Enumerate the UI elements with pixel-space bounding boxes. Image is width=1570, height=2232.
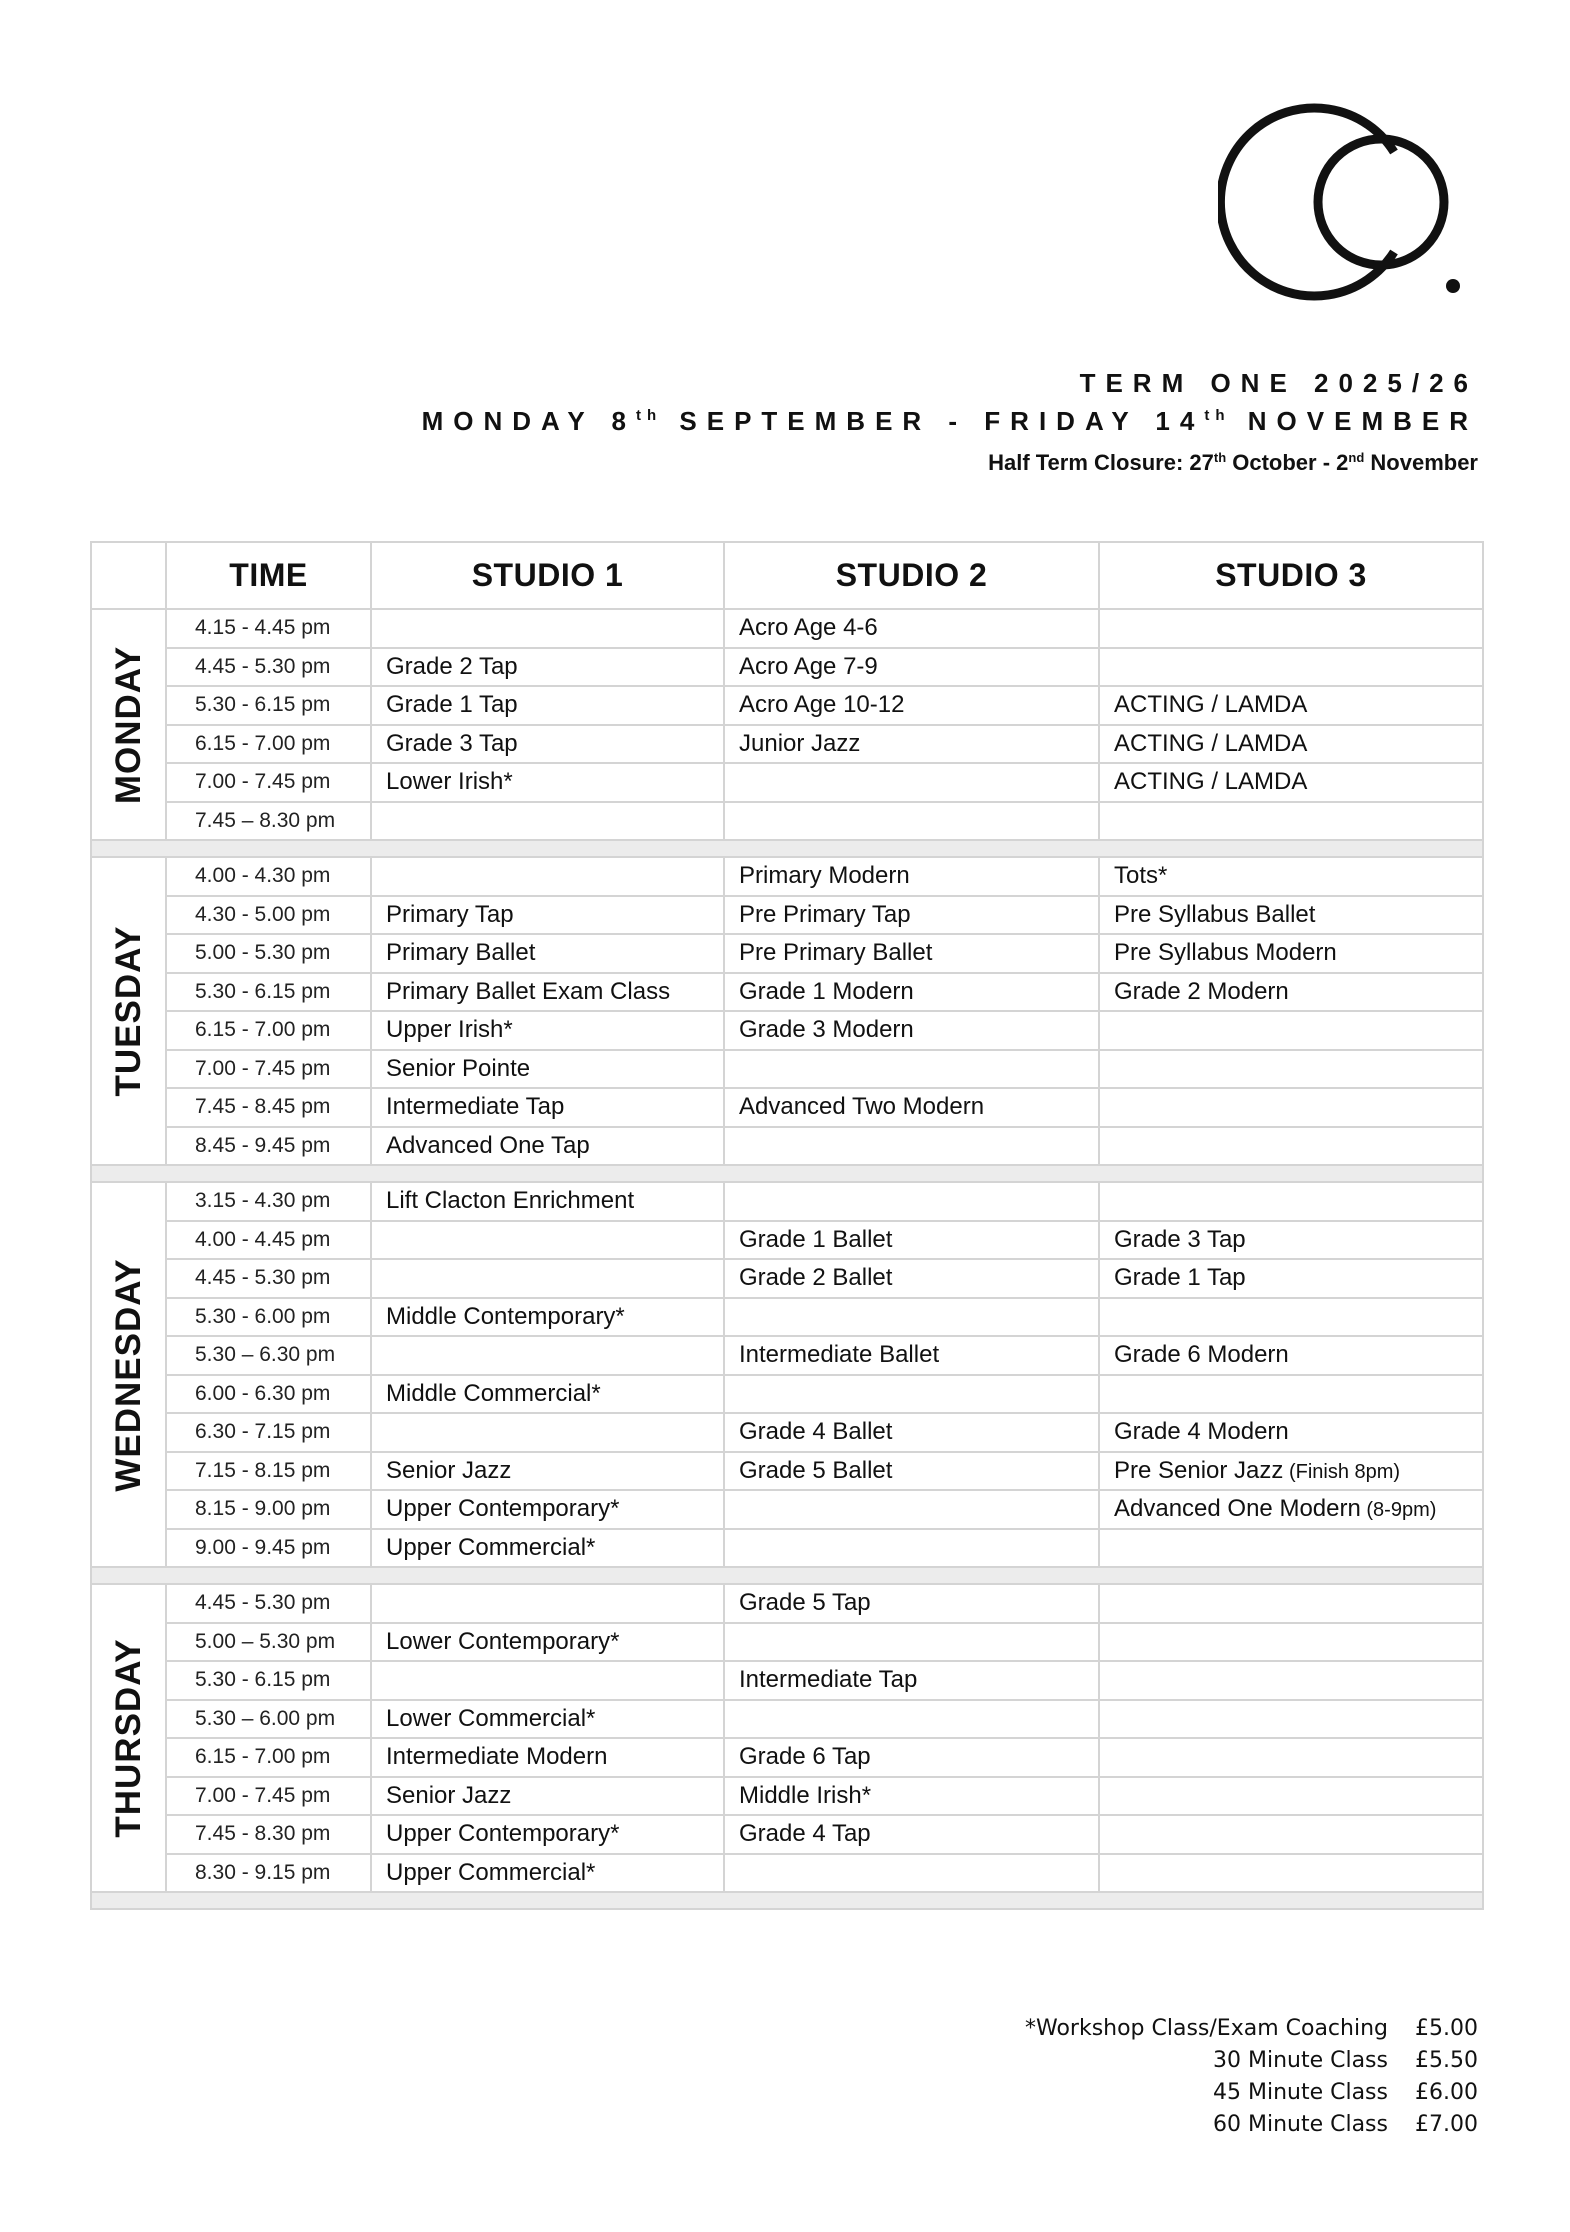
studio-1-class — [371, 973, 724, 1012]
studio-2-class — [724, 973, 1099, 1012]
class-name: Pre Senior Jazz — [1114, 1456, 1284, 1484]
class-name: ACTING / LAMDA — [1114, 729, 1308, 757]
class-name: Pre Syllabus Modern — [1114, 939, 1337, 967]
studio-2-class — [724, 1777, 1099, 1816]
class-name: Grade 1 Tap — [1114, 1264, 1246, 1292]
studio-2-class — [724, 1011, 1099, 1050]
studio-3-class — [1099, 1298, 1483, 1337]
separator-cell — [91, 1892, 1483, 1909]
studio-1-class — [371, 1584, 724, 1623]
studio-3-class — [1099, 1221, 1483, 1260]
studio-2-class — [724, 1700, 1099, 1739]
time-cell: 5.30 - 6.00 pm — [166, 1298, 371, 1337]
time-cell: 4.45 - 5.30 pm — [166, 1259, 371, 1298]
schedule-row — [91, 934, 1483, 973]
price-amount: £5.50 — [1415, 2048, 1478, 2073]
schedule-row — [91, 1375, 1483, 1414]
class-name: Grade 1 Ballet — [739, 1225, 893, 1253]
studio-3-class — [1099, 1700, 1483, 1739]
day-cell — [91, 609, 166, 840]
time-cell: 7.00 - 7.45 pm — [166, 1777, 371, 1816]
time-cell: 7.45 – 8.30 pm — [166, 802, 371, 841]
schedule-row — [91, 973, 1483, 1012]
class-name: Upper Commercial* — [386, 1533, 596, 1561]
timetable — [90, 541, 1484, 1910]
class-name: Tots* — [1114, 862, 1168, 890]
day-separator — [91, 840, 1483, 857]
day-label: WEDNESDAY — [108, 1257, 148, 1492]
studio-3-class — [1099, 1011, 1483, 1050]
time-cell: 5.30 - 6.15 pm — [166, 686, 371, 725]
class-name: Grade 3 Tap — [386, 729, 518, 757]
day-cell — [91, 857, 166, 1165]
studio-1-class — [371, 934, 724, 973]
studio-1-class — [371, 1700, 724, 1739]
studio-3-class — [1099, 1623, 1483, 1662]
time-cell: 5.30 – 6.00 pm — [166, 1700, 371, 1739]
studio-2-class — [724, 1584, 1099, 1623]
studio-3-class — [1099, 1584, 1483, 1623]
studio-1-class — [371, 725, 724, 764]
studio-1-class — [371, 1661, 724, 1700]
studio-2-class — [724, 896, 1099, 935]
studio-3-class — [1099, 802, 1483, 841]
time-cell: 5.30 - 6.15 pm — [166, 973, 371, 1012]
studio-3-class — [1099, 725, 1483, 764]
studio-3-class — [1099, 763, 1483, 802]
time-cell: 6.15 - 7.00 pm — [166, 1738, 371, 1777]
time-cell: 5.00 - 5.30 pm — [166, 934, 371, 973]
studio-1-class — [371, 1529, 724, 1568]
studio-1-class — [371, 648, 724, 687]
studio-1-class — [371, 1088, 724, 1127]
studio-1-class — [371, 763, 724, 802]
class-name: Grade 1 Modern — [739, 977, 914, 1005]
studio-3-class — [1099, 686, 1483, 725]
header-day — [91, 542, 166, 609]
class-name: Primary Ballet Exam Class — [386, 977, 671, 1005]
time-cell: 9.00 - 9.45 pm — [166, 1529, 371, 1568]
term-dates: MONDAY 8th SEPTEMBER - FRIDAY 14th NOVEMBER — [421, 406, 1478, 436]
studio-3-class — [1099, 1336, 1483, 1375]
schedule-row — [91, 896, 1483, 935]
price-row — [1025, 2109, 1478, 2141]
class-name: Advanced Two Modern — [739, 1093, 985, 1121]
studio-3-class — [1099, 1088, 1483, 1127]
class-name: Upper Irish* — [386, 1016, 513, 1044]
class-note: (Finish 8pm) — [1283, 1460, 1401, 1483]
time-cell: 8.45 - 9.45 pm — [166, 1127, 371, 1166]
half-term-closure: Half Term Closure: 27th October - 2nd November — [988, 450, 1478, 475]
studio-3-class — [1099, 1661, 1483, 1700]
time-cell: 5.30 – 6.30 pm — [166, 1336, 371, 1375]
timetable-header-row — [91, 542, 1483, 609]
schedule-row — [91, 857, 1483, 896]
schedule-row — [91, 1127, 1483, 1166]
price-label: 45 Minute Class — [1212, 2080, 1388, 2105]
studio-2-class — [724, 1490, 1099, 1529]
class-name: Lower Commercial* — [386, 1704, 596, 1732]
studio-2-class — [724, 1050, 1099, 1089]
class-name: Acro Age 4-6 — [739, 614, 878, 642]
class-name: Lift Clacton Enrichment — [386, 1187, 635, 1215]
class-name: ACTING / LAMDA — [1114, 691, 1308, 719]
studio-2-class — [724, 1854, 1099, 1893]
studio-1-class — [371, 1777, 724, 1816]
class-name: Intermediate Ballet — [739, 1341, 940, 1369]
co-logo — [1218, 102, 1478, 302]
class-name: Senior Pointe — [386, 1054, 531, 1082]
class-name: Intermediate Modern — [386, 1743, 608, 1771]
studio-2-class — [724, 1298, 1099, 1337]
price-amount: £5.00 — [1415, 2016, 1478, 2041]
class-name: Grade 1 Tap — [386, 691, 518, 719]
studio-2-class — [724, 1413, 1099, 1452]
class-name: Acro Age 7-9 — [739, 652, 878, 680]
schedule-row — [91, 763, 1483, 802]
studio-2-class — [724, 725, 1099, 764]
schedule-row — [91, 609, 1483, 648]
studio-2-class — [724, 648, 1099, 687]
class-note: (8-9pm) — [1360, 1499, 1437, 1522]
studio-1-class — [371, 1738, 724, 1777]
studio-1-class — [371, 1854, 724, 1893]
price-label: 30 Minute Class — [1212, 2048, 1388, 2073]
schedule-row — [91, 1050, 1483, 1089]
studio-2-class — [724, 1259, 1099, 1298]
studio-3-class — [1099, 1259, 1483, 1298]
price-row — [1025, 2013, 1478, 2045]
day-separator — [91, 1892, 1483, 1909]
schedule-row — [91, 1623, 1483, 1662]
day-label: TUESDAY — [108, 925, 148, 1097]
class-name: Pre Primary Ballet — [739, 939, 933, 967]
studio-2-class — [724, 1815, 1099, 1854]
price-row — [1025, 2045, 1478, 2077]
class-name: Grade 2 Modern — [1114, 977, 1289, 1005]
class-name: Grade 6 Tap — [739, 1743, 871, 1771]
time-cell: 7.00 - 7.45 pm — [166, 763, 371, 802]
class-name: Grade 3 Tap — [1114, 1225, 1246, 1253]
studio-2-class — [724, 1375, 1099, 1414]
studio-2-class — [724, 802, 1099, 841]
studio-3-class — [1099, 1738, 1483, 1777]
studio-3-class — [1099, 648, 1483, 687]
studio-2-class — [724, 763, 1099, 802]
studio-1-class — [371, 1490, 724, 1529]
price-amount: £6.00 — [1415, 2080, 1478, 2105]
time-cell: 7.00 - 7.45 pm — [166, 1050, 371, 1089]
studio-2-class — [724, 857, 1099, 896]
schedule-row — [91, 1700, 1483, 1739]
class-name: ACTING / LAMDA — [1114, 768, 1308, 796]
studio-1-class — [371, 1815, 724, 1854]
studio-1-class — [371, 1127, 724, 1166]
schedule-row — [91, 1088, 1483, 1127]
studio-2-class — [724, 686, 1099, 725]
schedule-row — [91, 1413, 1483, 1452]
header-studio-1: STUDIO 1 — [371, 542, 724, 609]
studio-1-class — [371, 1050, 724, 1089]
schedule-row — [91, 725, 1483, 764]
studio-2-class — [724, 1661, 1099, 1700]
class-name: Acro Age 10-12 — [739, 691, 905, 719]
schedule-row — [91, 1815, 1483, 1854]
day-separator — [91, 1567, 1483, 1584]
studio-2-class — [724, 1452, 1099, 1491]
studio-3-class — [1099, 1490, 1483, 1529]
schedule-row — [91, 1661, 1483, 1700]
class-name: Primary Modern — [739, 862, 910, 890]
studio-2-class — [724, 1738, 1099, 1777]
studio-1-class — [371, 857, 724, 896]
class-name: Junior Jazz — [739, 729, 861, 757]
time-cell: 4.15 - 4.45 pm — [166, 609, 371, 648]
class-name: Middle Commercial* — [386, 1379, 601, 1407]
studio-3-class — [1099, 1182, 1483, 1221]
studio-1-class — [371, 1259, 724, 1298]
class-name: Grade 3 Modern — [739, 1016, 914, 1044]
studio-1-class — [371, 802, 724, 841]
time-cell: 4.00 - 4.45 pm — [166, 1221, 371, 1260]
header-studio-3: STUDIO 3 — [1099, 542, 1483, 609]
price-label: *Workshop Class/Exam Coaching — [1024, 2016, 1388, 2041]
class-name: Grade 6 Modern — [1114, 1341, 1289, 1369]
studio-1-class — [371, 1221, 724, 1260]
class-name: Middle Contemporary* — [386, 1302, 625, 1330]
header-studio-2: STUDIO 2 — [724, 542, 1099, 609]
class-name: Intermediate Tap — [739, 1666, 918, 1694]
studio-3-class — [1099, 1854, 1483, 1893]
time-cell: 6.00 - 6.30 pm — [166, 1375, 371, 1414]
time-cell: 4.45 - 5.30 pm — [166, 1584, 371, 1623]
class-name: Primary Tap — [386, 900, 514, 928]
header-time: TIME — [166, 542, 371, 609]
schedule-row — [91, 1011, 1483, 1050]
class-name: Advanced One Tap — [386, 1131, 590, 1159]
time-cell: 4.00 - 4.30 pm — [166, 857, 371, 896]
studio-1-class — [371, 1623, 724, 1662]
studio-3-class — [1099, 1375, 1483, 1414]
studio-3-class — [1099, 973, 1483, 1012]
studio-3-class — [1099, 896, 1483, 935]
class-name: Intermediate Tap — [386, 1093, 565, 1121]
price-list — [1025, 2013, 1478, 2141]
class-name: Grade 4 Modern — [1114, 1418, 1289, 1446]
class-name: Lower Contemporary* — [386, 1627, 620, 1655]
separator-cell — [91, 840, 1483, 857]
studio-3-class — [1099, 1529, 1483, 1568]
schedule-row — [91, 1336, 1483, 1375]
class-name: Grade 4 Ballet — [739, 1418, 893, 1446]
studio-2-class — [724, 1221, 1099, 1260]
schedule-row — [91, 1182, 1483, 1221]
class-name: Middle Irish* — [739, 1781, 872, 1809]
studio-2-class — [724, 1529, 1099, 1568]
time-cell: 4.30 - 5.00 pm — [166, 896, 371, 935]
time-cell: 3.15 - 4.30 pm — [166, 1182, 371, 1221]
studio-2-class — [724, 1336, 1099, 1375]
time-cell: 6.15 - 7.00 pm — [166, 1011, 371, 1050]
time-cell: 4.45 - 5.30 pm — [166, 648, 371, 687]
separator-cell — [91, 1567, 1483, 1584]
studio-2-class — [724, 609, 1099, 648]
class-name: Lower Irish* — [386, 768, 513, 796]
schedule-row — [91, 802, 1483, 841]
time-cell: 6.15 - 7.00 pm — [166, 725, 371, 764]
class-name: Upper Contemporary* — [386, 1820, 620, 1848]
studio-1-class — [371, 896, 724, 935]
studio-3-class — [1099, 1777, 1483, 1816]
time-cell: 5.00 – 5.30 pm — [166, 1623, 371, 1662]
time-cell: 6.30 - 7.15 pm — [166, 1413, 371, 1452]
schedule-row — [91, 1259, 1483, 1298]
time-cell: 7.45 - 8.45 pm — [166, 1088, 371, 1127]
timetable-body — [91, 609, 1483, 1909]
day-separator — [91, 1165, 1483, 1182]
price-amount: £7.00 — [1415, 2112, 1478, 2137]
studio-3-class — [1099, 1815, 1483, 1854]
schedule-row — [91, 1298, 1483, 1337]
price-row — [1025, 2077, 1478, 2109]
schedule-row — [91, 1777, 1483, 1816]
studio-1-class — [371, 1375, 724, 1414]
class-name: Upper Contemporary* — [386, 1495, 620, 1523]
studio-2-class — [724, 1127, 1099, 1166]
studio-3-class — [1099, 1413, 1483, 1452]
schedule-row — [91, 1452, 1483, 1491]
studio-3-class — [1099, 1050, 1483, 1089]
class-name: Pre Syllabus Ballet — [1114, 900, 1316, 928]
studio-3-class — [1099, 1452, 1483, 1491]
schedule-row — [91, 686, 1483, 725]
day-label: MONDAY — [108, 645, 148, 804]
class-name: Upper Commercial* — [386, 1858, 596, 1886]
studio-3-class — [1099, 934, 1483, 973]
class-name: Senior Jazz — [386, 1781, 512, 1809]
studio-2-class — [724, 934, 1099, 973]
class-name: Pre Primary Tap — [739, 900, 911, 928]
studio-1-class — [371, 1011, 724, 1050]
studio-3-class — [1099, 857, 1483, 896]
class-name: Senior Jazz — [386, 1456, 512, 1484]
day-cell — [91, 1584, 166, 1892]
schedule-row — [91, 1584, 1483, 1623]
studio-1-class — [371, 1298, 724, 1337]
time-cell: 7.45 - 8.30 pm — [166, 1815, 371, 1854]
schedule-row — [91, 1490, 1483, 1529]
studio-1-class — [371, 1336, 724, 1375]
price-label: 60 Minute Class — [1212, 2112, 1388, 2137]
day-label: THURSDAY — [108, 1638, 148, 1838]
schedule-row — [91, 1529, 1483, 1568]
schedule-row — [91, 648, 1483, 687]
schedule-row — [91, 1221, 1483, 1260]
studio-1-class — [371, 1452, 724, 1491]
separator-cell — [91, 1165, 1483, 1182]
term-title: TERM ONE 2025/26 — [1079, 368, 1478, 398]
time-cell: 7.15 - 8.15 pm — [166, 1452, 371, 1491]
studio-3-class — [1099, 609, 1483, 648]
class-name: Grade 2 Ballet — [739, 1264, 893, 1292]
time-cell: 8.15 - 9.00 pm — [166, 1490, 371, 1529]
time-cell: 8.30 - 9.15 pm — [166, 1854, 371, 1893]
studio-1-class — [371, 1413, 724, 1452]
class-name: Primary Ballet — [386, 939, 536, 967]
studio-1-class — [371, 1182, 724, 1221]
day-cell — [91, 1182, 166, 1567]
studio-2-class — [724, 1182, 1099, 1221]
class-name: Grade 5 Ballet — [739, 1456, 893, 1484]
schedule-row — [91, 1854, 1483, 1893]
class-name: Grade 4 Tap — [739, 1820, 871, 1848]
studio-3-class — [1099, 1127, 1483, 1166]
class-name: Grade 2 Tap — [386, 652, 518, 680]
studio-2-class — [724, 1088, 1099, 1127]
studio-1-class — [371, 609, 724, 648]
studio-1-class — [371, 686, 724, 725]
class-name: Grade 5 Tap — [739, 1589, 871, 1617]
studio-2-class — [724, 1623, 1099, 1662]
schedule-row — [91, 1738, 1483, 1777]
time-cell: 5.30 - 6.15 pm — [166, 1661, 371, 1700]
class-name: Advanced One Modern — [1114, 1495, 1361, 1523]
